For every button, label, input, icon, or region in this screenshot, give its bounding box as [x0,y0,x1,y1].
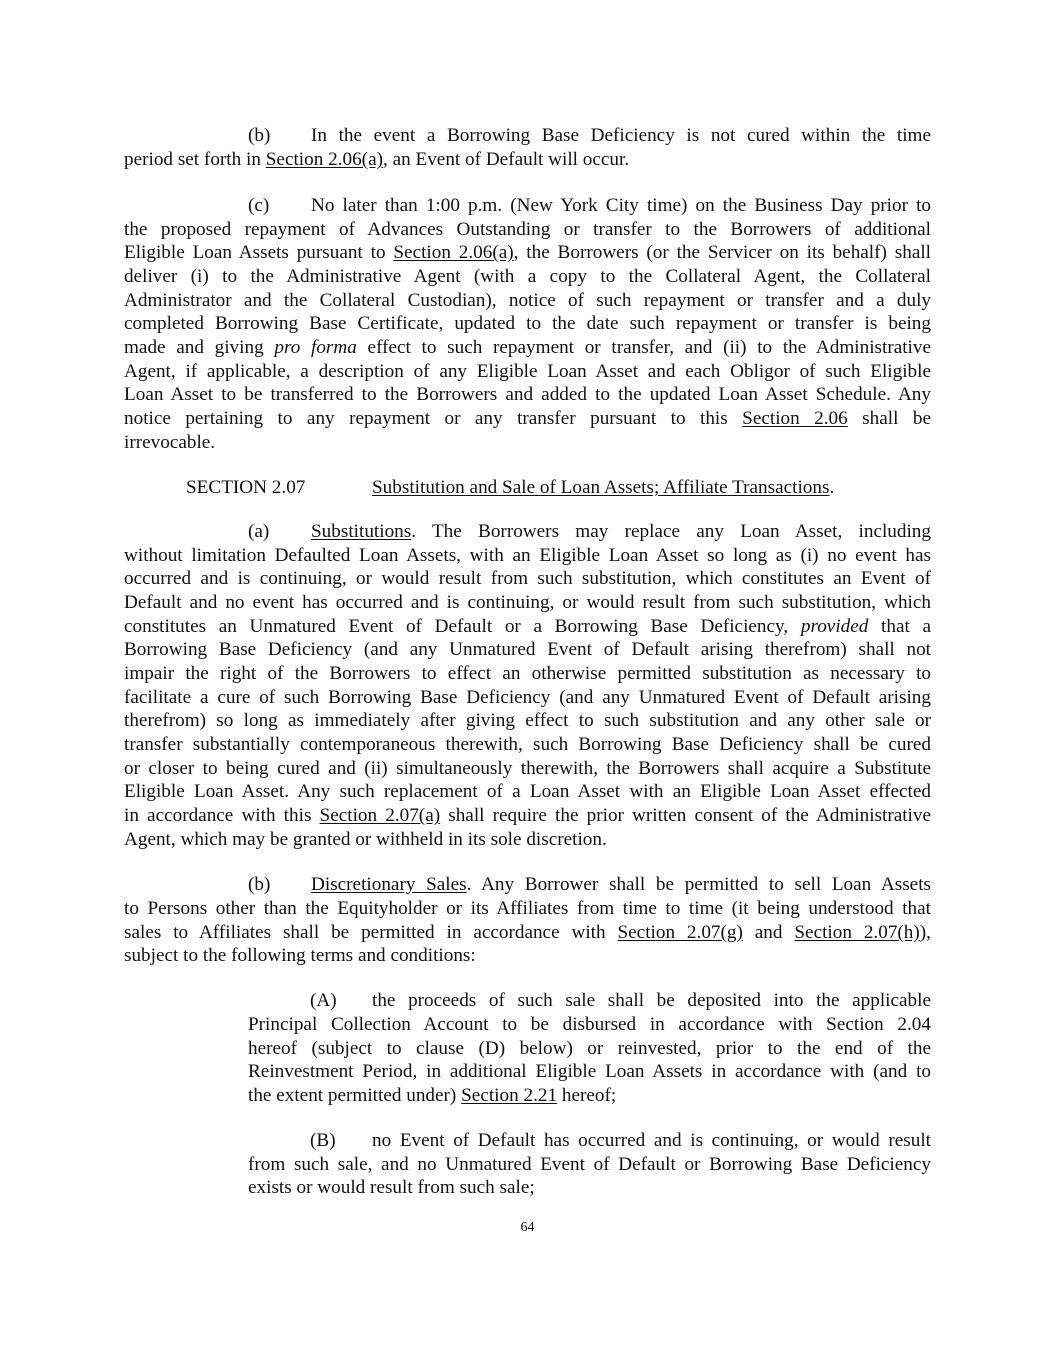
text: effect to such repayment or transfer, and (ii) to the Administrative [356,337,931,358]
para-c-line [124,241,931,265]
section-link[interactable]: Section 2.07(h) [794,922,920,943]
clause-b-line: exists or would result from such sale; [248,1177,535,1198]
para-c-line: Loan Asset to be transferred to the Borrowers and added to the updated Loan Asset Schedule. Any [124,384,931,405]
subheading: Discretionary Sales [311,874,467,895]
text: the extent permitted under) [248,1085,462,1106]
text: , an Event of Default will occur. [382,149,630,170]
clause-a-line [248,1084,616,1108]
para-207a-line: therefrom) so long as immediately after giving effect to such substitution and any other sale or [124,710,931,731]
section-number: SECTION 2.07 [186,477,306,498]
clause-b-line: from such sale, and no Unmatured Event of Default or Borrowing Base Deficiency [248,1154,931,1175]
para-c-line: Agent, if applicable, a description of any Eligible Loan Asset and each Obligor of such Eligible [124,361,931,382]
section-link[interactable]: Section 2.06 [742,408,848,429]
para-207a-line: facilitate a cure of such Borrowing Base Deficiency (and any Unmatured Event of Default arising [124,687,931,708]
para-207a-line: transfer substantially contemporaneous therewith, such Borrowing Base Deficiency shall be cured [124,734,931,755]
para-207a-line [311,520,931,544]
para-207a-line [124,804,931,828]
para-207a-line: without limitation Defaulted Loan Assets, with an Eligible Loan Asset so long as (i) no event has [124,545,931,566]
text: , the Borrowers (or the Servicer on its behalf) shall [513,242,931,263]
para-b-line [124,148,629,172]
section-link[interactable]: Section 2.06(a) [265,149,383,170]
para-207b-line [311,873,931,897]
para-b-line: In the event a Borrowing Base Deficiency is not cured within the time [311,125,931,146]
text: and [742,922,795,943]
para-207a-line: Default and no event has occurred and is continuing, or would result from such substitution, which [124,592,931,613]
page-number: 64 [520,1220,535,1235]
text: shall be [847,408,931,429]
para-207a-line: occurred and is continuing, or would result from such substitution, which constitutes an Event of [124,568,931,589]
text: shall require the prior written consent of the Administrative [440,805,931,826]
italic-term: provided [800,616,869,637]
para-c-label: (c) [248,195,270,216]
text: . [829,477,835,498]
text: hereof; [557,1085,617,1106]
para-c-line: completed Borrowing Base Certificate, updated to the date such repayment or transfer is being [124,313,931,334]
para-b-label: (b) [248,125,271,146]
para-c-line: No later than 1:00 p.m. (New York City time) on the Business Day prior to [311,195,931,216]
clause-b-label: (B) [310,1130,336,1151]
clause-a-line: Reinvestment Period, in additional Eligible Loan Assets in accordance with (and to [248,1061,931,1082]
clause-a-line: the proceeds of such sale shall be deposited into the applicable [372,990,931,1011]
para-c-line: deliver (i) to the Administrative Agent (with a copy to the Collateral Agent, the Collateral [124,266,931,287]
text: period set forth in [124,149,266,170]
clause-b-line: no Event of Default has occurred and is continuing, or would result [372,1130,931,1151]
para-207a-label: (a) [248,521,270,542]
para-c-line [124,407,931,431]
text: ), [919,922,931,943]
text: in accordance with this [124,805,320,826]
para-c-line [124,336,931,360]
text: constitutes an Unmatured Event of Default or a Borrowing Base Deficiency, [124,616,801,637]
para-207a-line: impair the right of the Borrowers to effect an otherwise permitted substitution as necessary to [124,663,931,684]
italic-term: pro forma [274,337,357,358]
para-207b-line: to Persons other than the Equityholder or its Affiliates from time to time (it being understood that [124,898,931,919]
section-link[interactable]: Section 2.07(a) [319,805,441,826]
text: made and giving [124,337,275,358]
section-title-text: Substitution and Sale of Loan Assets; Affiliate Transactions [372,477,830,498]
para-207b-line: subject to the following terms and conditions: [124,945,476,966]
text: . The Borrowers may replace any Loan Asset, including [411,521,931,542]
section-link[interactable]: Section 2.07(g) [617,922,743,943]
section-link[interactable]: Section 2.06(a) [393,242,514,263]
para-c-line: Administrator and the Collateral Custodian), notice of such repayment or transfer and a duly [124,290,931,311]
text: Eligible Loan Assets pursuant to [124,242,394,263]
clause-a-line: Principal Collection Account to be disbursed in accordance with Section 2.04 [248,1014,931,1035]
section-title [372,476,834,500]
text: notice pertaining to any repayment or any transfer pursuant to this [124,408,743,429]
clause-a-label: (A) [310,990,337,1011]
para-c-line: irrevocable. [124,432,216,453]
text: . Any Borrower shall be permitted to sell Loan Assets [466,874,931,895]
para-207a-line: Agent, which may be granted or withheld in its sole discretion. [124,829,607,850]
para-207a-line: Borrowing Base Deficiency (and any Unmatured Event of Default arising therefrom) shall not [124,639,931,660]
subheading: Substitutions [311,521,412,542]
clause-a-line: hereof (subject to clause (D) below) or reinvested, prior to the end of the [248,1038,931,1059]
para-207a-line: Eligible Loan Asset. Any such replacement of a Loan Asset with an Eligible Loan Asset effected [124,781,931,802]
para-207a-line [124,615,931,639]
text: that a [868,616,931,637]
para-207b-label: (b) [248,874,271,895]
section-link[interactable]: Section 2.21 [461,1085,558,1106]
para-207b-line [124,921,931,945]
para-207a-line: or closer to being cured and (ii) simultaneously therewith, the Borrowers shall acquire a Substitute [124,758,931,779]
text: sales to Affiliates shall be permitted in accordance with [124,922,618,943]
para-c-line: the proposed repayment of Advances Outstanding or transfer to the Borrowers of additional [124,219,931,240]
